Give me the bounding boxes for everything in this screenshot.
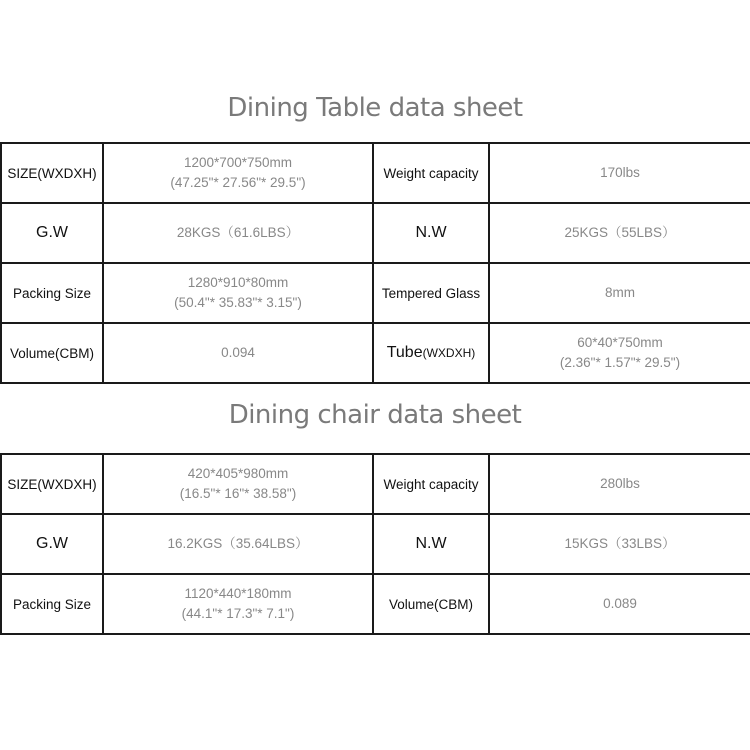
table-sheet-title: Dining Table data sheet <box>227 93 523 123</box>
chair-row-weight <box>1 514 750 574</box>
chair-data-sheet <box>0 453 750 635</box>
packing-size-mm: 1280*910*80mm <box>187 275 289 290</box>
chair-size-mm: 420*405*980mm <box>187 466 289 481</box>
size-mm: 1200*700*750mm <box>183 155 293 170</box>
packing-size-value <box>103 263 373 323</box>
chair-size-label: SIZE(WXDXH) <box>1 454 103 514</box>
chair-gross-weight-value: 16.2KGS（35.64LBS） <box>103 514 373 574</box>
chair-packing-size-inch: (44.1"* 17.3"* 7.1") <box>181 606 295 621</box>
chair-row-size <box>1 454 750 514</box>
tube-label <box>373 323 489 383</box>
tube-inch: (2.36"* 1.57"* 29.5") <box>559 355 681 370</box>
tube-label-main: Tube <box>386 344 423 361</box>
packing-size-inch: (50.4"* 35.83"* 3.15") <box>174 295 302 310</box>
chair-gross-weight-label: G.W <box>1 514 103 574</box>
size-value <box>103 143 373 203</box>
chair-net-weight-value: 15KGS（33LBS） <box>489 514 750 574</box>
table-data-sheet <box>0 142 750 384</box>
size-inch: (47.25"* 27.56"* 29.5") <box>170 175 306 190</box>
tempered-glass-label: Tempered Glass <box>373 263 489 323</box>
chair-packing-size-label: Packing Size <box>1 574 103 634</box>
table-row-packing <box>1 263 750 323</box>
chair-sheet-title: Dining chair data sheet <box>228 400 522 430</box>
gross-weight-label: G.W <box>1 203 103 263</box>
chair-row-packing <box>1 574 750 634</box>
net-weight-value: 25KGS（55LBS） <box>489 203 750 263</box>
packing-size-label: Packing Size <box>1 263 103 323</box>
weight-capacity-value: 170lbs <box>489 143 750 203</box>
chair-packing-size-value <box>103 574 373 634</box>
tube-label-sub: (WXDXH) <box>422 346 476 360</box>
volume-value: 0.094 <box>103 323 373 383</box>
net-weight-label: N.W <box>373 203 489 263</box>
chair-packing-size-mm: 1120*440*180mm <box>184 586 292 601</box>
chair-weight-capacity-label: Weight capacity <box>373 454 489 514</box>
chair-volume-label: Volume(CBM) <box>373 574 489 634</box>
weight-capacity-label: Weight capacity <box>373 143 489 203</box>
size-label: SIZE(WXDXH) <box>1 143 103 203</box>
table-row-weight <box>1 203 750 263</box>
table-row-size <box>1 143 750 203</box>
tube-value <box>489 323 750 383</box>
chair-volume-value: 0.089 <box>489 574 750 634</box>
tempered-glass-value: 8mm <box>489 263 750 323</box>
chair-net-weight-label: N.W <box>373 514 489 574</box>
chair-size-value <box>103 454 373 514</box>
tube-mm: 60*40*750mm <box>577 335 663 350</box>
chair-weight-capacity-value: 280lbs <box>489 454 750 514</box>
gross-weight-value: 28KGS（61.6LBS） <box>103 203 373 263</box>
chair-size-inch: (16.5"* 16"* 38.58") <box>179 486 297 501</box>
volume-label: Volume(CBM) <box>1 323 103 383</box>
table-row-volume <box>1 323 750 383</box>
